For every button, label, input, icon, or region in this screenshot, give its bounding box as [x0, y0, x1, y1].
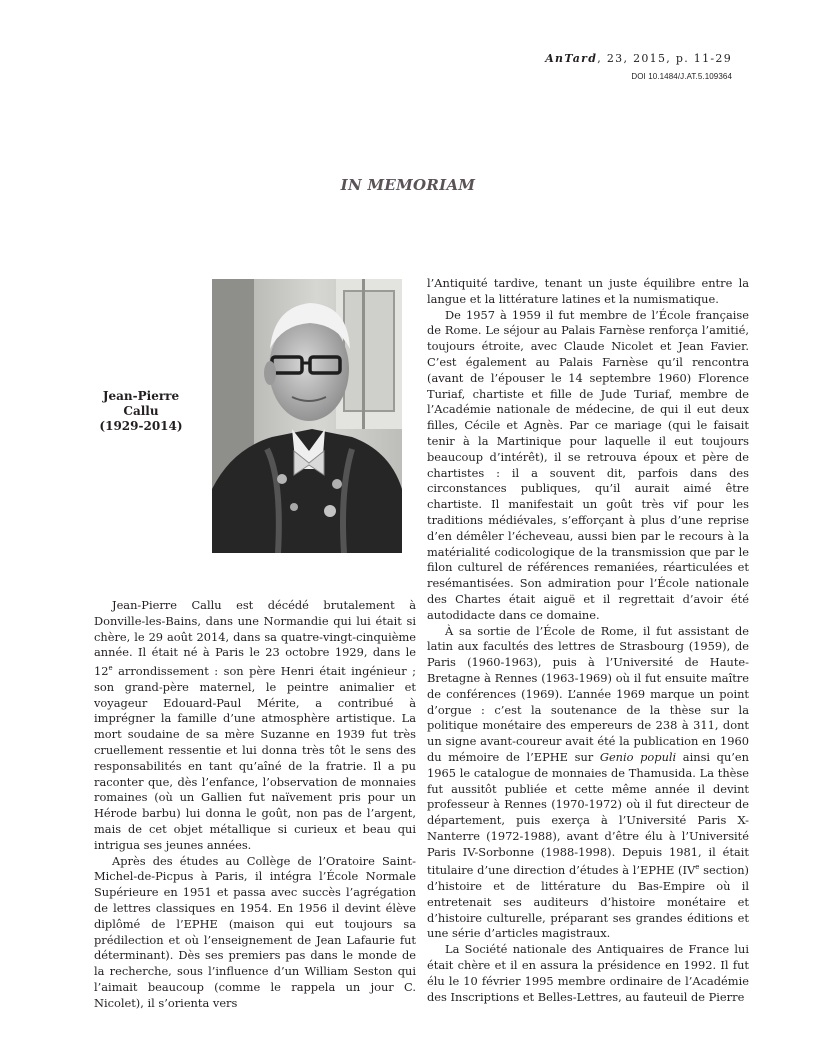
- caption-dates: (1929-2014): [99, 419, 183, 433]
- paragraph: l’Antiquité tardive, tenant un juste équilibre entre la langue et la littérature latines et la numismatique.: [427, 276, 749, 306]
- portrait-image: [212, 279, 402, 553]
- photo-caption: [96, 389, 186, 434]
- citation-details: , 23, 2015, p. 11-29: [597, 52, 732, 65]
- journal-citation: [545, 52, 732, 65]
- text-column-right: [427, 276, 749, 1005]
- portrait-photo: [212, 279, 402, 553]
- paragraph: Après des études au Collège de l’Oratoire Saint-Michel-de-Picpus à Paris, il intégra l’École Normale Supérieure en 1951 et passa avec succès l’agrégation de lettres classiques en 1954. En 1956 il devint élève diplômé de l’EPHE (maison qui eut toujours sa prédilection et où l’enseignement de Jean Lafaurie fut déterminant). Dès ses premiers pas dans le monde de la recherche, sous l’influence d’un William Seston qui l’aimait beaucoup (comme le rappela un jour C. Nicolet), il s’orienta vers: [94, 853, 416, 1010]
- journal-name: AnTard: [545, 52, 598, 65]
- text-column-left: [94, 598, 416, 1012]
- paragraph: À sa sortie de l’École de Rome, il fut assistant de latin aux facultés des lettres de Strasbourg (1959), de Paris (1960-1963), puis à l’Université de Haute-Bretagne à Rennes (1963-1969) où il fut ensuite maître de conférences (1969). L’année 1969 marque un point d’orgue : c’est la soutenance de la thèse sur la politique monétaire des empereurs de 238 à 311, dont un signe avant-coureur avait été la publication en 1960 du mémoire de l’EPHE sur Genio populi ainsi qu’en 1965 le catalogue de monnaies de Thamusida. La thèse fut aussitôt publiée et cette même année il devint professeur à Rennes (1970-1972) où il fut directeur de département, puis exerça à l’Université Paris X-Nanterre (1972-1988), avant d’être élu à l’Université Paris IV-Sorbonne (1988-1998). Depuis 1981, il était titulaire d’une direction d’études à l’EPHE (IVe section) d’histoire et de littérature du Bas-Empire où il entretenait ses auditeurs d’histoire monétaire et d’histoire culturelle, préparant ses grandes éditions et une série d’articles magistraux.: [427, 623, 749, 941]
- section-title: IN MEMORIAM: [340, 176, 476, 194]
- doi: DOI 10.1484/J.AT.5.109364: [631, 72, 732, 81]
- paragraph: Jean-Pierre Callu est décédé brutalement à Donville-les-Bains, dans une Normandie qui lui était si chère, le 29 août 2014, dans sa quatre-vingt-cinquième année. Il était né à Paris le 23 octobre 1929, dans le 12e arrondissement : son père Henri était ingénieur ; son grand-père maternel, le peintre animalier et voyageur Edouard-Paul Mérite, a contribué à imprégner la famille d’une atmosphère artistique. La mort soudaine de sa mère Suzanne en 1939 fut très cruellement ressentie et lui donna très tôt le sens des responsabilités en tant qu’aîné de la fratrie. Il a pu raconter que, dès l’enfance, l’observation de monnaies romaines (où un Gallien fut naïvement pris pour un Hérode barbu) lui donna le goût, non pas de l’argent, mais de cet objet métallique si curieux et beau qui intrigua ses jeunes années.: [94, 598, 416, 852]
- caption-first-name: Jean-Pierre: [102, 389, 180, 403]
- paragraph: De 1957 à 1959 il fut membre de l’École française de Rome. Le séjour au Palais Farnèse renforça l’amitié, toujours étroite, avec Claude Nicolet et Jean Favier. C’est également au Palais Farnèse qu’il rencontra (avant de l’épouser le 14 septembre 1960) Florence Turiaf, chartiste et fille de Jude Turiaf, membre de l’Académie nationale de médecine, de qui il eut deux filles, Cécile et Agnès. Par ce mariage (qui le faisait tenir à la Martinique pour laquelle il eut toujours beaucoup d’intérêt), il se retrouva époux et père de chartistes : il a souvent dit, parfois dans des circonstances publiques, qu’il aurait aimé être chartiste. Il manifestait un goût très vif pour les traditions médiévales, s’efforçant à plus d’une reprise d’en démêler l’écheveau, aussi bien par le recours à la matérialité codicologique de la transmission que par le filon culturel de références remaniées, réarticulées et resémantisées. Son admiration pour l’École nationale des Chartes était aiguë et il regrettait d’avoir été autodidacte dans ce domaine.: [427, 307, 749, 622]
- paragraph: La Société nationale des Antiquaires de France lui était chère et il en assura la présidence en 1992. Il fut élu le 10 février 1995 membre ordinaire de l’Académie des Inscriptions et Belles-Lettres, au fauteuil de Pierre: [427, 942, 749, 1004]
- caption-last-name: Callu: [123, 404, 159, 418]
